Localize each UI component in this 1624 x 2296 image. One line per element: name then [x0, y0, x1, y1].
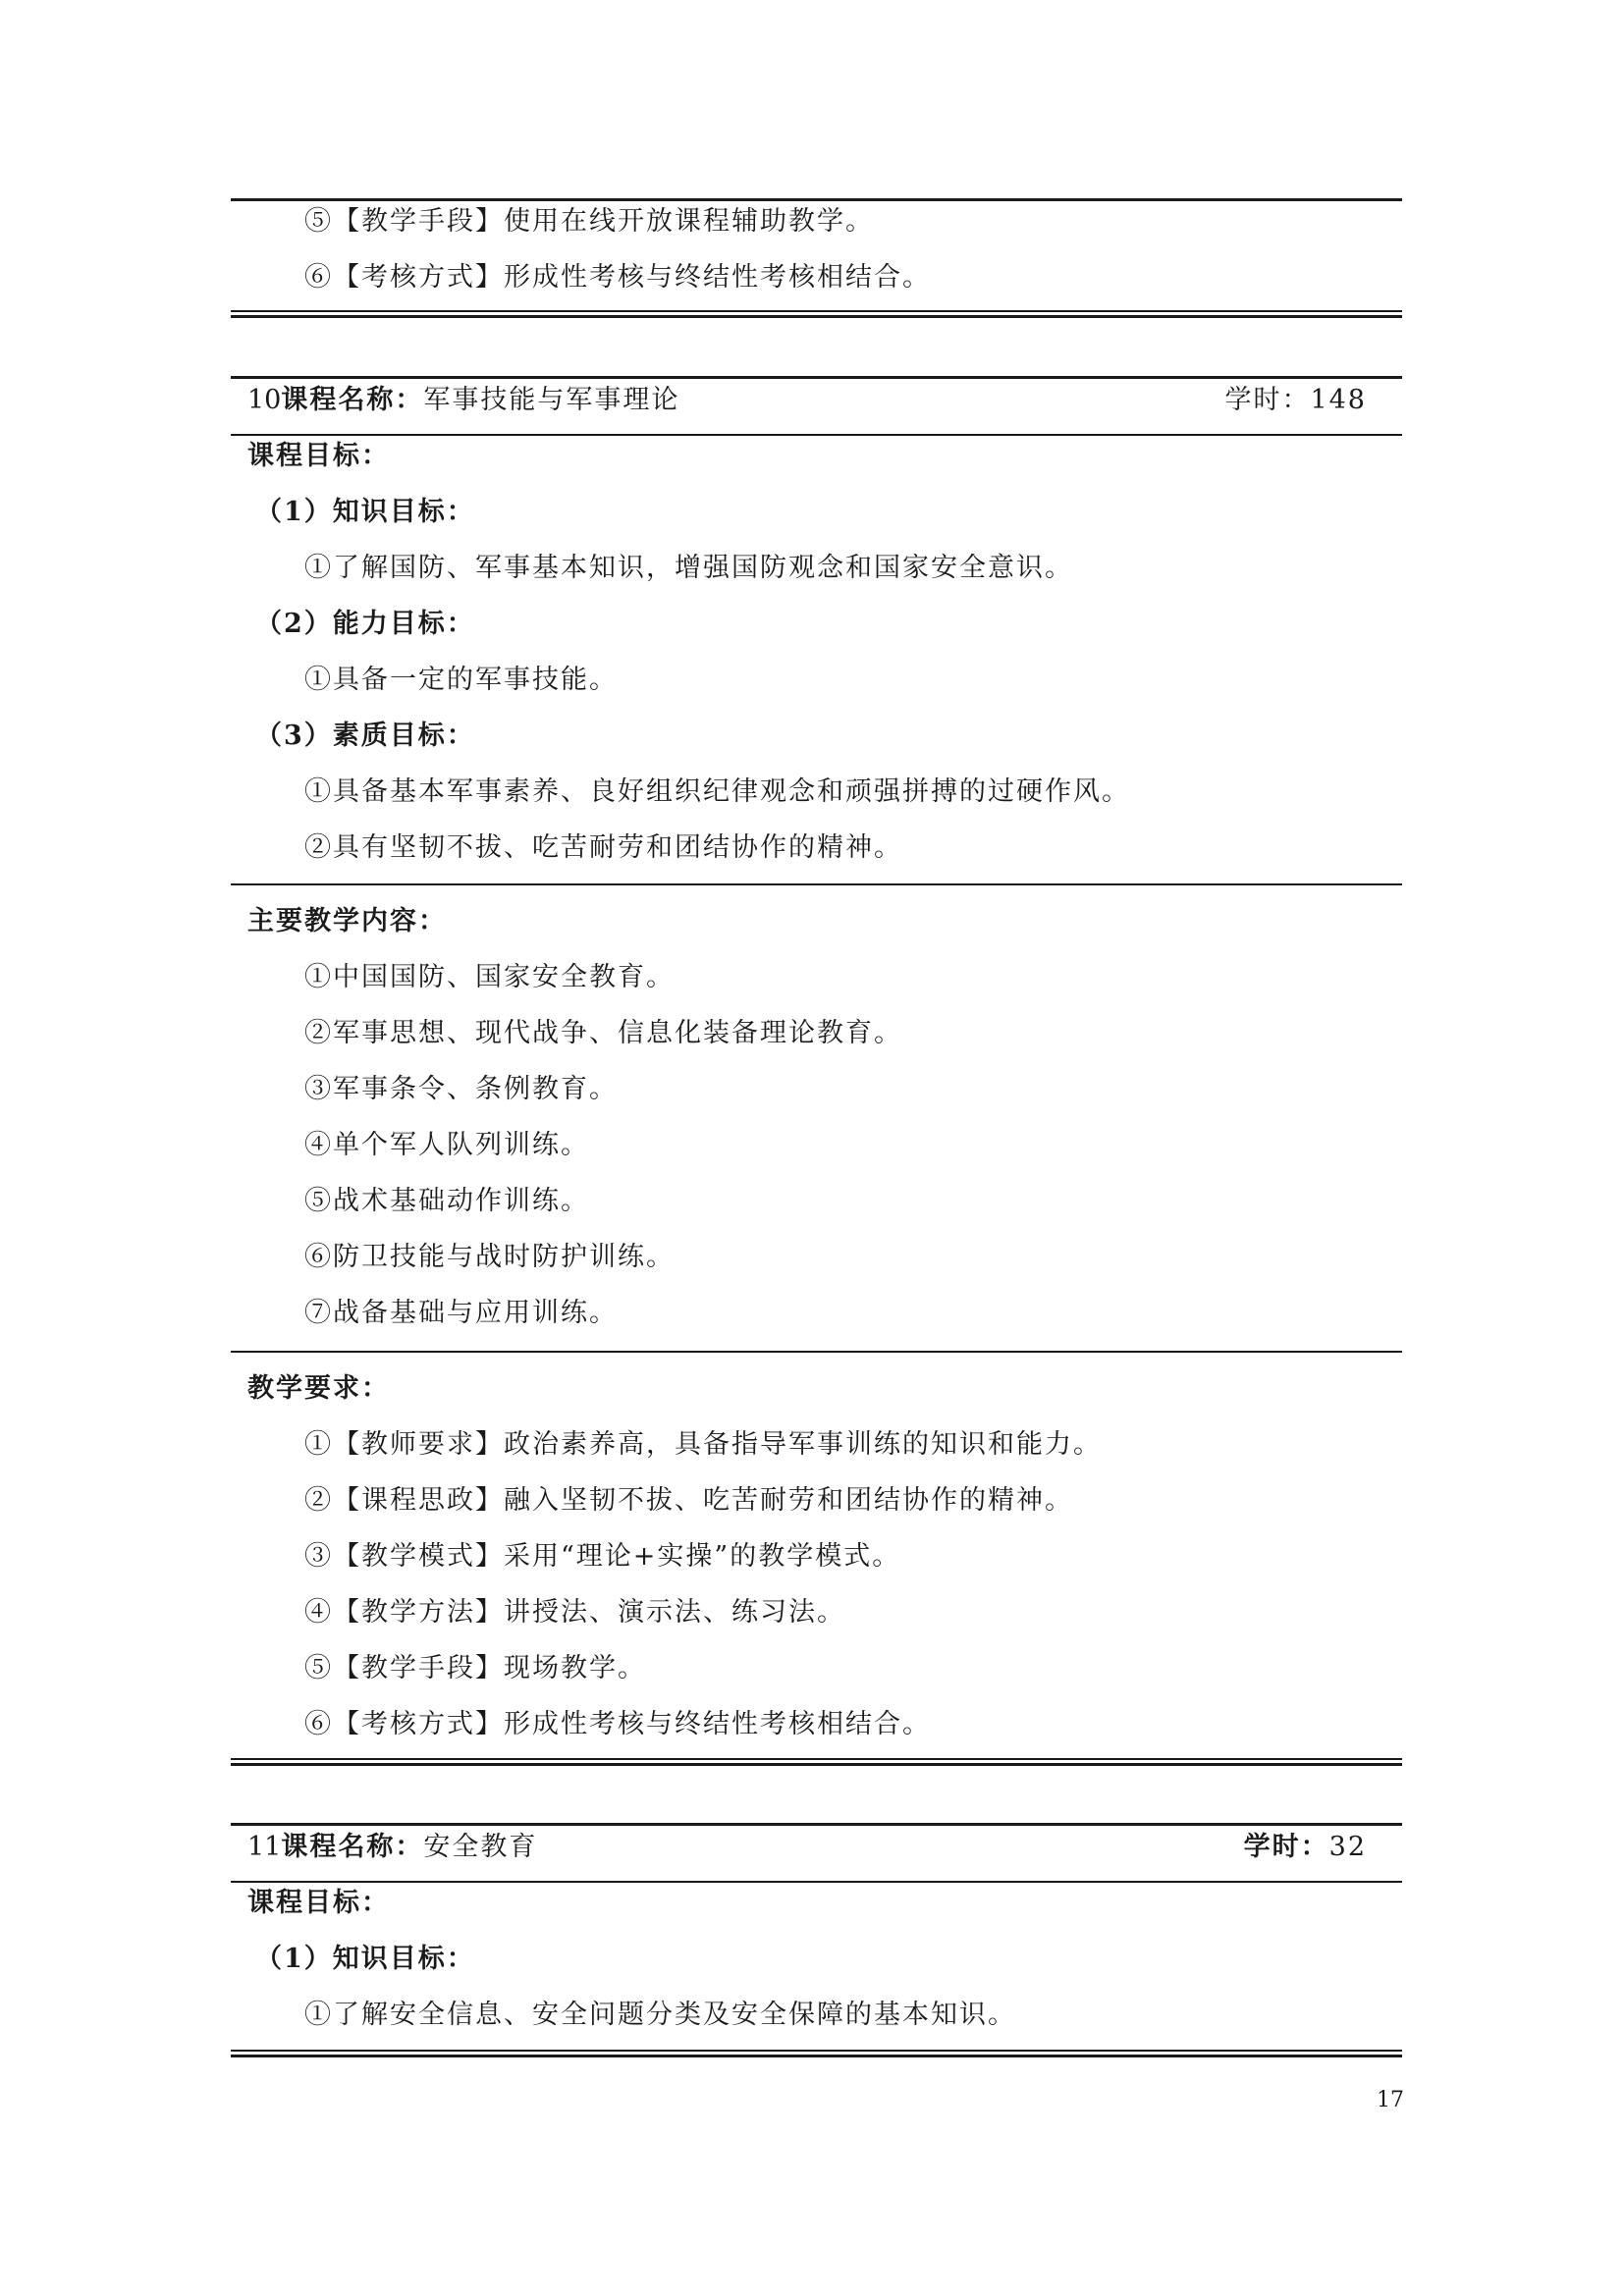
prev-item-6: ⑥【考核方式】形成性考核与终结性考核相结合。 — [304, 262, 931, 293]
course11-name: 安全教育 — [423, 1832, 538, 1862]
course10-content-item-2: ②军事思想、现代战争、信息化装备理论教育。 — [304, 1018, 902, 1048]
course10-bottom-rule-2 — [231, 1763, 1402, 1766]
course10-top-rule — [231, 376, 1402, 379]
course10-hours-value: 148 — [1310, 385, 1367, 415]
course10-content-item-1: ①中国国防、国家安全教育。 — [304, 962, 675, 992]
course10-content-item-5: ⑤战术基础动作训练。 — [304, 1186, 589, 1216]
course10-hours — [1224, 383, 1367, 418]
course11-bottom-rule-2 — [231, 2055, 1402, 2057]
course10-requirement-5: ⑤【教学手段】现场教学。 — [304, 1653, 646, 1683]
prev-table-bottom-rule-2 — [231, 315, 1402, 318]
course10-requirement-1: ①【教师要求】政治素养高，具备指导军事训练的知识和能力。 — [304, 1429, 1102, 1460]
course10-knowledge-title: （1）知识目标： — [255, 497, 475, 527]
course10-ability-item: ①具备一定的军事技能。 — [304, 665, 618, 695]
course10-requirement-2: ②【课程思政】融入坚韧不拔、吃苦耐劳和团结协作的精神。 — [304, 1485, 1073, 1516]
course10-name: 军事技能与军事理论 — [423, 385, 680, 415]
course10-content-item-7: ⑦战备基础与应用训练。 — [304, 1298, 618, 1328]
course10-number: 10 — [247, 385, 282, 415]
course10-content-item-3: ③军事条令、条例教育。 — [304, 1074, 618, 1104]
course11-objectives-title: 课程目标： — [247, 1888, 390, 1918]
course11-top-rule — [231, 1823, 1402, 1826]
course11-name-label: 课程名称： — [281, 1832, 424, 1862]
course11-bottom-rule-1 — [231, 2050, 1402, 2052]
course10-hours-label: 学时： — [1224, 385, 1311, 415]
prev-table-top-rule — [231, 198, 1402, 201]
course11-number: 11 — [247, 1832, 282, 1862]
course10-content-item-6: ⑥防卫技能与战时防护训练。 — [304, 1242, 675, 1272]
course10-quality-title: （3）素质目标： — [255, 721, 475, 751]
page-number: 17 — [1377, 2088, 1404, 2112]
course10-quality-item-2: ②具有坚韧不拔、吃苦耐劳和团结协作的精神。 — [304, 832, 902, 863]
course11-knowledge-item: ①了解安全信息、安全问题分类及安全保障的基本知识。 — [304, 2000, 1016, 2030]
course10-content-rule — [231, 1351, 1402, 1353]
course11-hours-label: 学时： — [1243, 1832, 1329, 1862]
course10-name-label: 课程名称： — [281, 385, 424, 415]
course11-knowledge-title: （1）知识目标： — [255, 1944, 475, 1974]
course10-content-title: 主要教学内容： — [247, 906, 447, 936]
course10-requirement-4: ④【教学方法】讲授法、演示法、练习法。 — [304, 1597, 845, 1628]
course10-header — [247, 383, 679, 418]
course10-objectives-rule — [231, 883, 1402, 885]
course10-requirement-6: ⑥【考核方式】形成性考核与终结性考核相结合。 — [304, 1709, 931, 1739]
prev-table-bottom-rule-1 — [231, 310, 1402, 312]
course10-requirement-3: ③【教学模式】采用“理论+实操”的教学模式。 — [304, 1541, 901, 1572]
course10-objectives-title: 课程目标： — [247, 441, 390, 471]
course10-ability-title: （2）能力目标： — [255, 609, 475, 639]
course10-requirements-title: 教学要求： — [247, 1373, 390, 1404]
course11-header — [247, 1830, 537, 1865]
course11-header-rule — [231, 1881, 1402, 1883]
course10-knowledge-item: ①了解国防、军事基本知识，增强国防观念和国家安全意识。 — [304, 553, 1073, 583]
course10-quality-item-1: ①具备基本军事素养、良好组织纪律观念和顽强拼搏的过硬作风。 — [304, 776, 1130, 807]
course10-content-item-4: ④单个军人队列训练。 — [304, 1130, 589, 1160]
course10-bottom-rule-1 — [231, 1758, 1402, 1760]
course11-hours-value: 32 — [1328, 1832, 1367, 1862]
course10-header-rule — [231, 434, 1402, 436]
course11-hours — [1244, 1830, 1367, 1865]
prev-item-5: ⑤【教学手段】使用在线开放课程辅助教学。 — [304, 206, 874, 237]
